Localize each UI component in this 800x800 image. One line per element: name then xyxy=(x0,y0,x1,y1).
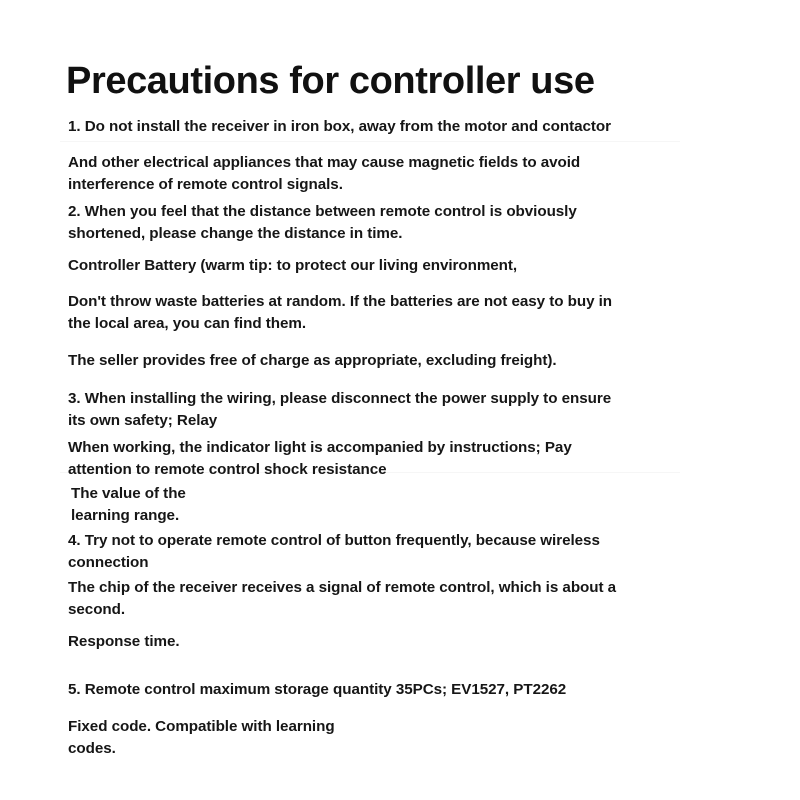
paragraph-item-4-continued xyxy=(68,577,680,621)
paragraph-item-1-continued xyxy=(68,152,680,196)
text-line: its own safety; Relay xyxy=(68,412,218,429)
text-line: The value of the xyxy=(71,485,186,502)
paragraph-item-3 xyxy=(68,388,680,432)
text-line: And other electrical appliances that may cause magnetic fields to avoid xyxy=(68,154,581,171)
text-line: learning range. xyxy=(71,507,180,524)
page-title: Precautions for controller use xyxy=(66,60,595,103)
paragraph-battery-note xyxy=(68,255,680,277)
text-line: 1. Do not install the receiver in iron box, away from the motor and contactor xyxy=(68,118,611,135)
text-line: connection xyxy=(68,554,149,571)
text-line: Fixed code. Compatible with learning xyxy=(68,718,335,735)
text-line: 4. Try not to operate remote control of button frequently, because wireless xyxy=(68,532,600,549)
paragraph-item-5-continued xyxy=(68,716,680,760)
paragraph-item-4 xyxy=(68,530,680,574)
text-line: interference of remote control signals. xyxy=(68,176,343,193)
text-line: codes. xyxy=(68,740,116,757)
text-line: Don't throw waste batteries at random. If the batteries are not easy to buy in xyxy=(68,293,613,310)
text-line: Response time. xyxy=(68,633,180,650)
text-line: shortened, please change the distance in time. xyxy=(68,225,403,242)
paragraph-item-5 xyxy=(68,679,680,701)
text-line: the local area, you can find them. xyxy=(68,315,306,332)
paragraph-item-2 xyxy=(68,201,680,245)
paragraph-response-time xyxy=(68,631,680,653)
paragraph-battery-disposal xyxy=(68,291,680,335)
scan-seam-upper xyxy=(60,141,680,142)
paragraph-learning-range xyxy=(71,483,683,527)
paragraph-item-3-continued xyxy=(68,437,680,481)
text-line: second. xyxy=(68,601,126,618)
text-line: attention to remote control shock resistance xyxy=(68,461,387,478)
text-line: Controller Battery (warm tip: to protect our living environment, xyxy=(68,257,518,274)
text-line: The seller provides free of charge as appropriate, excluding freight). xyxy=(68,352,557,369)
text-line: The chip of the receiver receives a signal of remote control, which is about a xyxy=(68,579,617,596)
text-line: When working, the indicator light is accompanied by instructions; Pay xyxy=(68,439,572,456)
paragraph-item-1 xyxy=(68,116,680,138)
paragraph-seller-note xyxy=(68,350,680,372)
text-line: 2. When you feel that the distance between remote control is obviously xyxy=(68,203,577,220)
text-line: 5. Remote control maximum storage quantity 35PCs; EV1527, PT2262 xyxy=(68,681,567,698)
text-line: 3. When installing the wiring, please disconnect the power supply to ensure xyxy=(68,390,612,407)
